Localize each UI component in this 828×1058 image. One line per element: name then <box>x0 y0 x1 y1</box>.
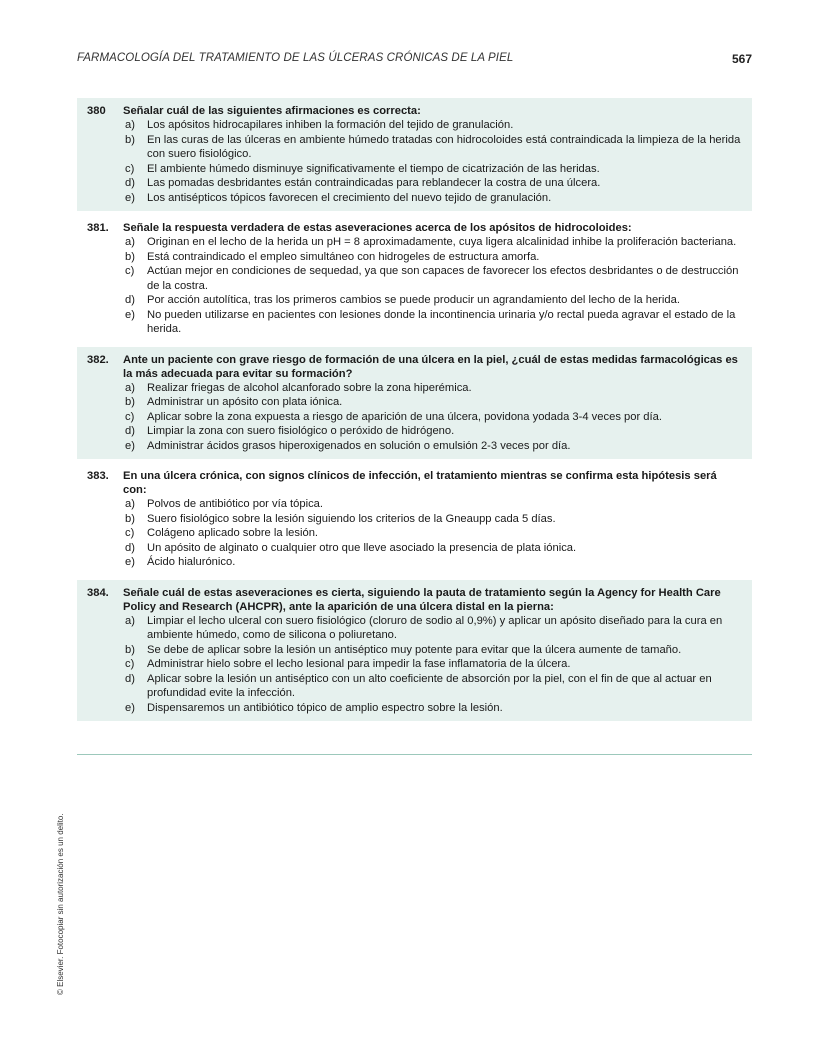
answer-option <box>123 555 742 570</box>
copyright-notice: © Elsevier. Fotocopiar sin autorización es un delito. <box>56 813 65 995</box>
option-letter: e) <box>125 556 135 568</box>
answer-option <box>123 381 742 396</box>
answer-option <box>123 643 742 658</box>
option-letter: d) <box>125 541 135 554</box>
option-text: Polvos de antibiótico por vía tópica. <box>147 498 323 510</box>
question-number: 381. <box>87 222 109 234</box>
option-text: Los antisépticos tópicos favorecen el crecimiento del nuevo tejido de granulación. <box>147 191 552 204</box>
option-letter: a) <box>125 498 135 510</box>
answer-option <box>123 701 742 716</box>
option-letter: d) <box>125 294 135 306</box>
bottom-divider <box>77 754 752 755</box>
option-text: Por acción autolítica, tras los primeros cambios se puede producir un agrandamiento del lecho de la herida. <box>147 294 680 306</box>
answer-option <box>123 162 742 177</box>
answer-options <box>123 235 742 337</box>
answer-option <box>123 424 742 439</box>
option-letter: c) <box>125 527 135 539</box>
question-stem: Señale la respuesta verdadera de estas aseveraciones acerca de los apósitos de hidrocoloides: <box>123 222 632 234</box>
answer-option <box>123 410 742 425</box>
answer-options <box>123 497 742 570</box>
option-text: Administrar hielo sobre el lecho lesional para impedir la fase inflamatoria de la úlcera. <box>147 658 571 670</box>
answer-option <box>123 672 742 701</box>
option-letter: e) <box>125 439 135 452</box>
option-text: Se debe de aplicar sobre la lesión un antiséptico muy potente para evitar que la úlcera aumente de tamaño. <box>147 643 682 656</box>
option-text: Un apósito de alginato o cualquier otro que lleve asociado la presencia de plata iónica. <box>147 541 577 554</box>
option-letter: c) <box>125 265 135 277</box>
option-letter: b) <box>125 512 135 525</box>
option-text: Limpiar la zona con suero fisiológico o peróxido de hidrógeno. <box>147 425 455 437</box>
answer-option <box>123 235 742 250</box>
running-title: FARMACOLOGÍA DEL TRATAMIENTO DE LAS ÚLCERAS CRÓNICAS DE LA PIEL <box>77 52 514 64</box>
question-stem: En una úlcera crónica, con signos clínicos de infección, el tratamiento mientras se confirma esta hipótesis será con: <box>123 470 717 496</box>
question-stem: Señalar cuál de las siguientes afirmaciones es correcta: <box>123 105 421 117</box>
question-384 <box>77 580 752 722</box>
answer-option <box>123 395 742 410</box>
answer-options <box>123 614 742 716</box>
option-letter: e) <box>125 701 135 714</box>
answer-option <box>123 176 742 191</box>
option-text: Ácido hialurónico. <box>147 556 236 568</box>
answer-option <box>123 512 742 527</box>
question-header <box>87 221 742 235</box>
answer-options <box>123 381 742 454</box>
question-stem: Ante un paciente con grave riesgo de formación de una úlcera en la piel, ¿cuál de estas medidas farmacológicas es la más adecuada para evitar su formación? <box>123 353 738 380</box>
option-text: Dispensaremos un antibiótico tópico de amplio espectro sobre la lesión. <box>147 701 503 714</box>
option-text: Aplicar sobre la zona expuesta a riesgo de aparición de una úlcera, povidona yodada 3-4 veces por día. <box>147 410 662 423</box>
option-text: Administrar ácidos grasos hiperoxigenados en solución o emulsión 2-3 veces por día. <box>147 439 571 452</box>
page-number: 567 <box>731 52 752 66</box>
question-number: 380 <box>87 105 106 117</box>
option-letter: b) <box>125 643 135 656</box>
question-header <box>87 586 742 614</box>
option-text: Colágeno aplicado sobre la lesión. <box>147 527 319 539</box>
question-number: 384. <box>87 586 109 599</box>
option-text: Administrar un apósito con plata iónica. <box>147 396 343 408</box>
option-text: Las pomadas desbridantes están contraindicadas para reblandecer la costra de una úlcera. <box>147 177 601 189</box>
question-header <box>87 469 742 497</box>
answer-option <box>123 191 742 206</box>
question-383 <box>77 463 752 576</box>
answer-option <box>123 614 742 643</box>
option-text: Actúan mejor en condiciones de sequedad, ya que son capaces de favorecer los efectos desbridantes o de destrucción de la costra. <box>147 265 739 292</box>
answer-option <box>123 657 742 672</box>
question-381 <box>77 215 752 343</box>
option-letter: b) <box>125 396 135 408</box>
option-text: Limpiar el lecho ulceral con suero fisiológico (cloruro de sodio al 0,9%) y aplicar un apósito diseñado para la cura en ambiente húmedo, como de silicona o poliuretano. <box>147 614 723 641</box>
option-letter: d) <box>125 177 135 189</box>
option-text: En las curas de las úlceras en ambiente húmedo tratadas con hidrocoloides está contraindicada la limpieza de la herida con suero fisiológico. <box>147 133 741 160</box>
option-text: Originan en el lecho de la herida un pH = 8 aproximadamente, cuya ligera alcalinidad inhibe la proliferación bacteriana. <box>147 236 737 248</box>
option-letter: d) <box>125 425 135 437</box>
option-letter: b) <box>125 133 135 146</box>
question-header <box>87 353 742 381</box>
question-header <box>87 104 742 118</box>
answer-option <box>123 308 742 337</box>
option-text: Está contraindicado el empleo simultáneo con hidrogeles de estructura amorfa. <box>147 250 540 263</box>
question-number: 382. <box>87 353 109 366</box>
option-text: El ambiente húmedo disminuye significativamente el tiempo de cicatrización de las heridas. <box>147 162 600 175</box>
option-letter: c) <box>125 162 135 175</box>
question-380 <box>77 98 752 211</box>
answer-option <box>123 293 742 308</box>
option-text: Suero fisiológico sobre la lesión siguiendo los criterios de la Gneaupp cada 5 días. <box>147 512 556 525</box>
option-letter: e) <box>125 308 135 321</box>
option-letter: a) <box>125 119 135 131</box>
option-letter: b) <box>125 250 135 263</box>
answer-options <box>123 118 742 205</box>
page-header <box>77 52 752 70</box>
answer-option <box>123 526 742 541</box>
answer-option <box>123 250 742 265</box>
option-text: Aplicar sobre la lesión un antiséptico con un alto coeficiente de absorción por la piel, con el fin de que al actuar en profundidad evite la infección. <box>147 672 712 699</box>
option-letter: a) <box>125 381 135 394</box>
question-stem: Señale cuál de estas aseveraciones es cierta, siguiendo la pauta de tratamiento según la Agency for Health Care Policy and Research (AHCPR), ante la aparición de una úlcera distal en la pierna: <box>123 586 721 613</box>
question-list <box>77 98 752 721</box>
answer-option <box>123 439 742 454</box>
option-letter: c) <box>125 410 135 423</box>
answer-option <box>123 133 742 162</box>
option-text: Realizar friegas de alcohol alcanforado sobre la zona hiperémica. <box>147 381 472 394</box>
option-letter: c) <box>125 658 135 670</box>
answer-option <box>123 497 742 512</box>
option-letter: e) <box>125 191 135 204</box>
answer-option <box>123 541 742 556</box>
option-text: No pueden utilizarse en pacientes con lesiones donde la incontinencia urinaria y/o rectal pueda agravar el estado de la herida. <box>147 308 736 335</box>
option-text: Los apósitos hidrocapilares inhiben la formación del tejido de granulación. <box>147 119 514 131</box>
option-letter: a) <box>125 236 135 248</box>
question-number: 383. <box>87 470 109 482</box>
question-382 <box>77 347 752 460</box>
answer-option <box>123 118 742 133</box>
answer-option <box>123 264 742 293</box>
option-letter: d) <box>125 672 135 685</box>
option-letter: a) <box>125 614 135 627</box>
